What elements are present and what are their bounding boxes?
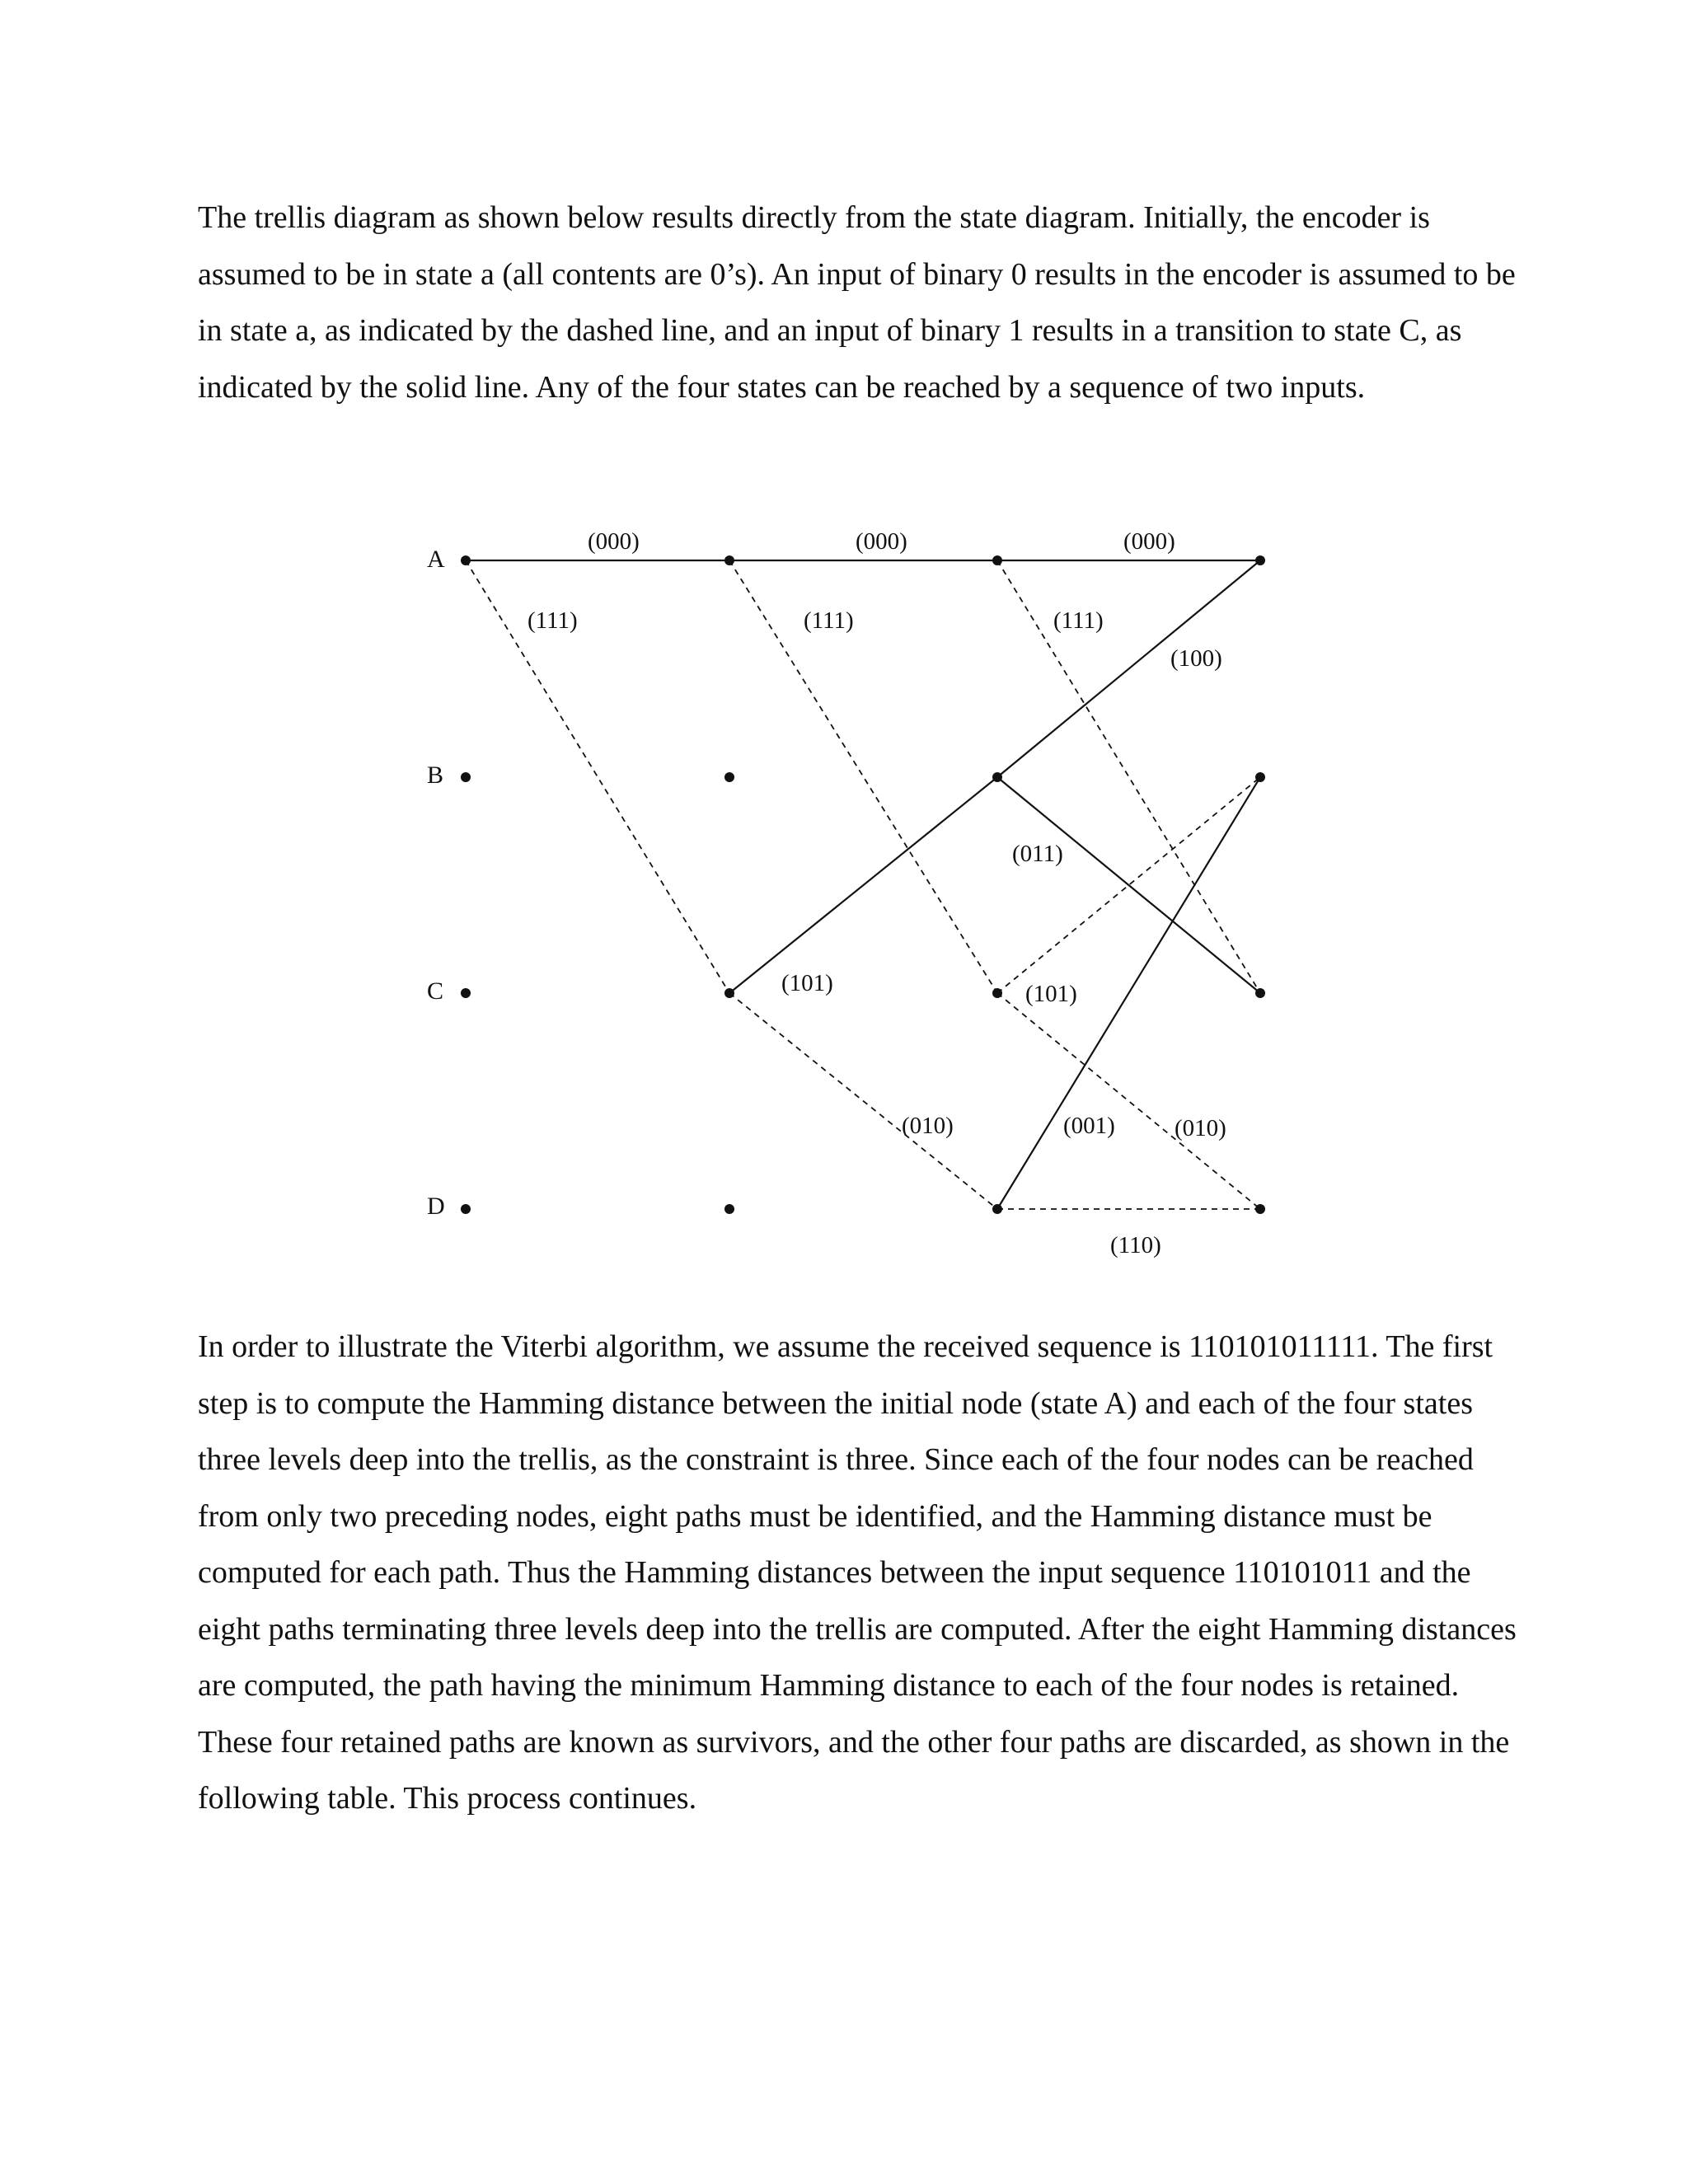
branch-a1-c2 <box>729 560 997 993</box>
branch-c2-b3 <box>997 777 1260 993</box>
state-label-c: C <box>427 977 444 1005</box>
node-d-3 <box>1255 1204 1265 1214</box>
node-c-3 <box>1255 988 1265 998</box>
node-d-0 <box>461 1204 471 1214</box>
branch-label-c1-b2: (101) <box>781 970 833 996</box>
node-b-3 <box>1255 772 1265 782</box>
branch-label-a0-a1: (000) <box>588 528 640 555</box>
node-b-0 <box>461 772 471 782</box>
branch-d2-b3 <box>997 777 1260 1209</box>
branch-a0-c1 <box>466 560 729 993</box>
node-c-1 <box>724 988 734 998</box>
branch-c2-d3 <box>997 993 1260 1209</box>
node-c-2 <box>992 988 1002 998</box>
node-b-2 <box>992 772 1002 782</box>
branch-label-d2-b3: (001) <box>1063 1113 1115 1139</box>
branch-label-b2-a3: (100) <box>1170 645 1222 672</box>
node-d-2 <box>992 1204 1002 1214</box>
branch-label-c2-b3: (101) <box>1025 981 1077 1007</box>
branch-b2-c3 <box>997 777 1260 993</box>
node-c-0 <box>461 988 471 998</box>
branch-label-c1-d2: (010) <box>902 1113 954 1139</box>
branch-a2-c3 <box>997 560 1260 993</box>
state-label-d: D <box>427 1193 445 1220</box>
branch-label-c2-d3: (010) <box>1175 1115 1226 1141</box>
node-a-0 <box>461 555 471 565</box>
branch-b2-a3 <box>997 560 1260 777</box>
branch-label-a2-a3: (000) <box>1123 528 1175 555</box>
branch-label-a1-c2: (111) <box>804 607 854 634</box>
branch-label-a0-c1: (111) <box>528 607 578 634</box>
viterbi-paragraph: In order to illustrate the Viterbi algorithm, we assume the received sequence is 110101011111. The first step is to compute the Hamming distance between the initial node (state A) and each of the four states three levels deep into the trellis, as the constraint is three. Since each of the four nodes can be reached from only two preceding nodes, eight paths must be identified, and the Hamming distance must be computed for each path. Thus the Hamming distances between the input sequence 110101011 and the eight paths terminating three levels deep into the trellis are computed. After the eight Hamming distances are computed, the path having the minimum Hamming distance to each of the four nodes is retained. These four retained paths are known as survivors, and the other four paths are discarded, as shown in the following table. This process continues. <box>198 1329 1517 1816</box>
intro-paragraph: The trellis diagram as shown below results directly from the state diagram. Initially, the encoder is assumed to be in state a (all contents are 0’s). An input of binary 0 results in the encoder is assumed to be in state a, as indicated by the dashed line, and an input of binary 1 results in a transition to state C, as indicated by the solid line. Any of the four states can be reached by a sequence of two inputs. <box>198 200 1516 405</box>
node-b-1 <box>724 772 734 782</box>
node-a-1 <box>724 555 734 565</box>
node-a-3 <box>1255 555 1265 565</box>
branch-c1-d2 <box>729 993 997 1209</box>
node-a-2 <box>992 555 1002 565</box>
branch-label-b2-c3: (011) <box>1012 841 1063 867</box>
branch-label-a1-a2: (000) <box>856 528 907 555</box>
state-label-b: B <box>427 762 444 789</box>
branch-c1-b2 <box>729 777 997 993</box>
branch-label-a2-c3: (111) <box>1053 607 1104 634</box>
branch-label-d2-d3: (110) <box>1110 1232 1161 1258</box>
state-label-a: A <box>427 546 445 573</box>
node-d-1 <box>724 1204 734 1214</box>
